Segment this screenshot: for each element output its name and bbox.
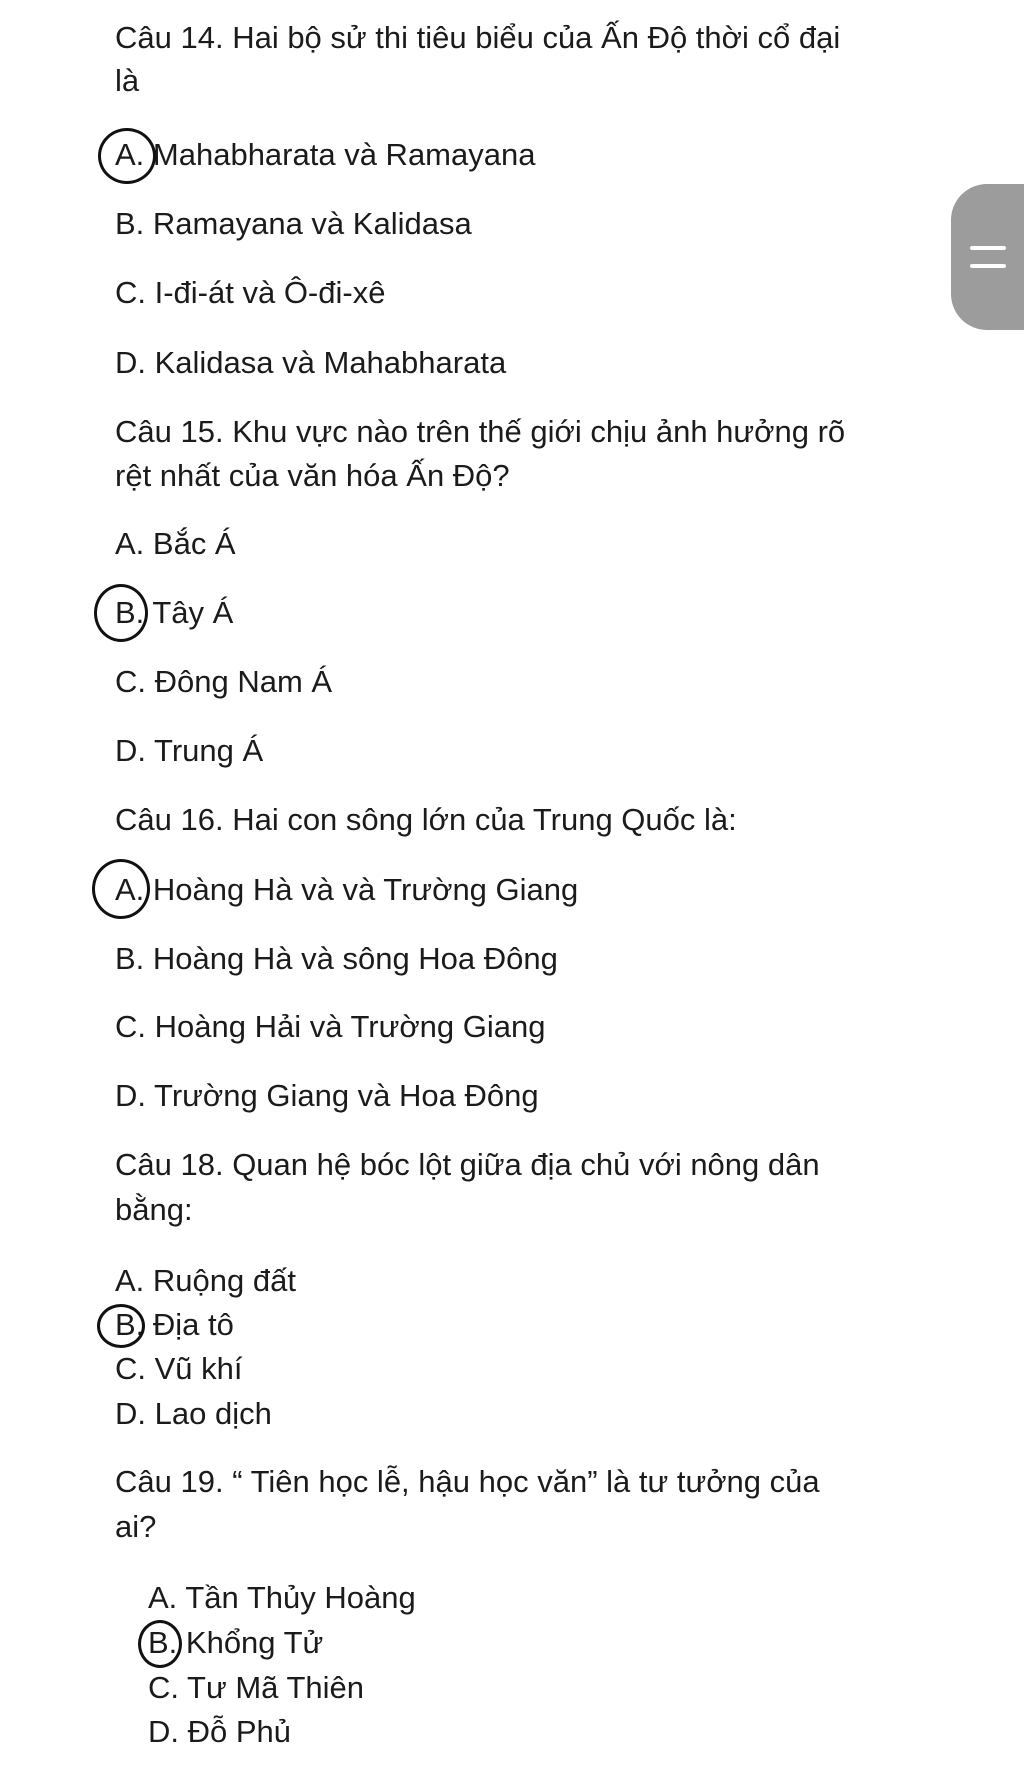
scroll-handle[interactable] bbox=[951, 184, 1024, 330]
question-18-option-a: A. Ruộng đất bbox=[115, 1263, 296, 1298]
question-19-line-1: Câu 19. “ Tiên học lễ, hậu học văn” là tư tưởng của bbox=[115, 1464, 820, 1499]
question-18-option-d: D. Lao dịch bbox=[115, 1396, 272, 1431]
question-14-option-d: D. Kalidasa và Mahabharata bbox=[115, 345, 507, 380]
question-18-option-b: B. Địa tô bbox=[115, 1307, 234, 1342]
question-15-line-1: Câu 15. Khu vực nào trên thế giới chịu ảnh hưởng rõ bbox=[115, 414, 846, 449]
answer-circle-q16 bbox=[92, 859, 150, 919]
answer-circle-q18 bbox=[97, 1304, 145, 1348]
question-15-option-c: C. Đông Nam Á bbox=[115, 664, 333, 699]
question-14-option-a: A. Mahabharata và Ramayana bbox=[115, 137, 536, 172]
question-19-option-c: C. Tư Mã Thiên bbox=[148, 1670, 365, 1705]
question-19-option-d: D. Đỗ Phủ bbox=[148, 1714, 292, 1749]
answer-circle-q19 bbox=[138, 1620, 182, 1668]
grip-line-icon bbox=[970, 264, 1006, 268]
answer-circle-q14 bbox=[98, 128, 156, 184]
question-16-line-1: Câu 16. Hai con sông lớn của Trung Quốc là: bbox=[115, 802, 737, 837]
question-19-option-a: A. Tần Thủy Hoàng bbox=[148, 1580, 416, 1615]
question-16-option-c: C. Hoàng Hải và Trường Giang bbox=[115, 1009, 546, 1044]
question-14-line-2: là bbox=[115, 63, 140, 98]
question-18-line-2: bằng: bbox=[115, 1192, 193, 1227]
question-15-option-a: A. Bắc Á bbox=[115, 526, 236, 561]
question-19-option-b: B. Khổng Tử bbox=[148, 1625, 324, 1660]
question-16-option-d: D. Trường Giang và Hoa Đông bbox=[115, 1078, 539, 1113]
question-14-option-c: C. I-đi-át và Ô-đi-xê bbox=[115, 275, 386, 310]
question-14-option-b: B. Ramayana và Kalidasa bbox=[115, 206, 472, 241]
question-15-line-2: rệt nhất của văn hóa Ấn Độ? bbox=[115, 458, 510, 493]
question-18-option-c: C. Vũ khí bbox=[115, 1351, 243, 1386]
question-16-option-b: B. Hoàng Hà và sông Hoa Đông bbox=[115, 941, 558, 976]
answer-circle-q15 bbox=[94, 584, 148, 642]
question-15-option-b: B. Tây Á bbox=[115, 595, 234, 630]
grip-line-icon bbox=[970, 246, 1006, 250]
question-18-line-1: Câu 18. Quan hệ bóc lột giữa địa chủ với nông dân bbox=[115, 1147, 820, 1182]
question-15-option-d: D. Trung Á bbox=[115, 733, 264, 768]
question-16-option-a: A. Hoàng Hà và và Trường Giang bbox=[115, 872, 579, 907]
question-19-line-2: ai? bbox=[115, 1509, 157, 1544]
question-14-line-1: Câu 14. Hai bộ sử thi tiêu biểu của Ấn Độ thời cổ đại bbox=[115, 20, 841, 55]
